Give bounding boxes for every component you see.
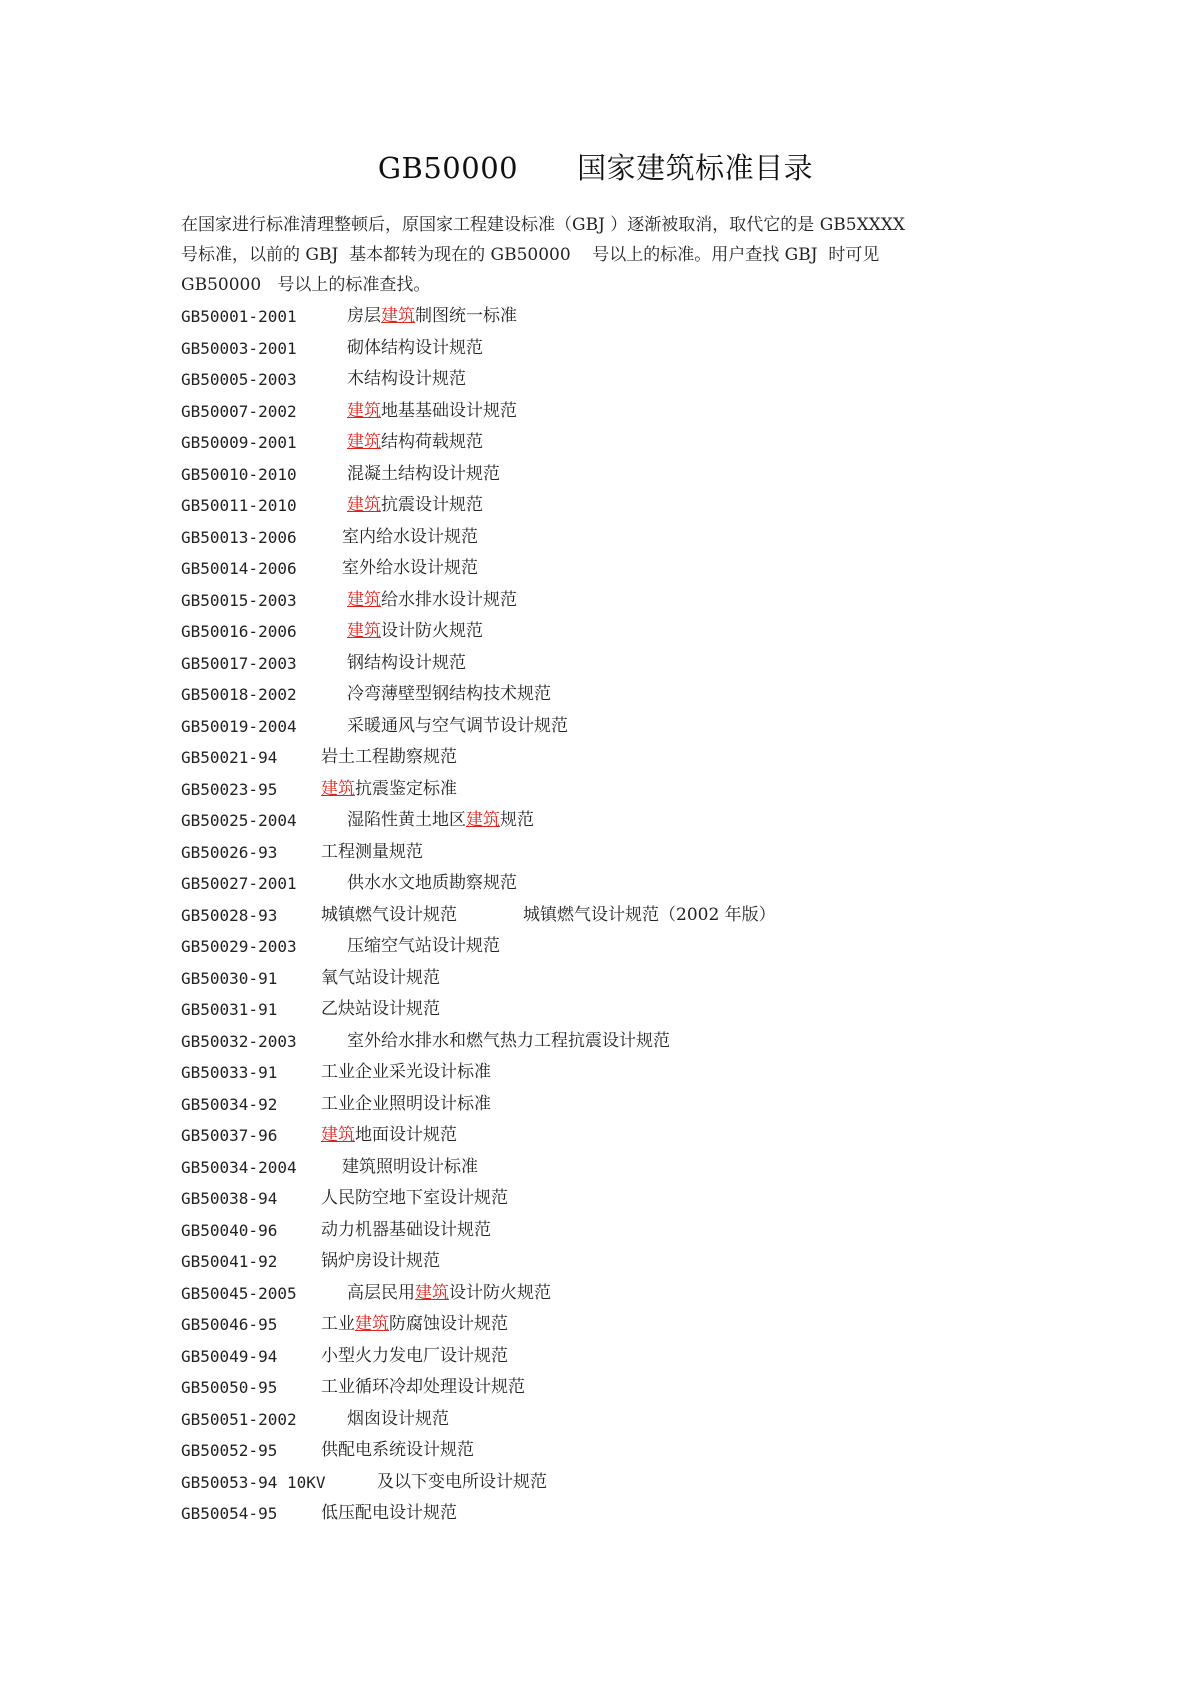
title-text: 钢结构设计规范 <box>347 652 466 673</box>
standard-title <box>347 1026 670 1058</box>
highlighted-term: 建筑 <box>321 1125 355 1145</box>
title-text: 湿陷性黄土地区 <box>347 810 466 830</box>
standard-title <box>347 868 517 900</box>
intro-paragraph: 在国家进行标准清理整顿后，原国家工程建设标准（GBJ ）逐渐被取消，取代它的是 GB5XXXX 号标准，以前的 GBJ 基本都转为现在的 GB50000 号以上的标准。用户查找 GBJ 时可见 GB50000 号以上的标准查找。 <box>181 215 905 295</box>
standard-code: GB50026-93 <box>181 842 278 862</box>
standard-title <box>342 1152 478 1184</box>
list-item <box>181 963 1031 995</box>
title-text: 设计防火规范 <box>381 621 483 641</box>
title-text: 高层民用 <box>347 1282 415 1303</box>
list-item <box>181 522 1031 554</box>
title-text: 防腐蚀设计规范 <box>389 1314 508 1334</box>
standard-code: GB50038-94 <box>181 1189 278 1208</box>
title-text: 乙炔站设计规范 <box>321 999 440 1019</box>
standard-code: GB50034-2004 <box>181 1157 297 1177</box>
list-item <box>181 459 1031 491</box>
standards-list <box>181 301 1031 1530</box>
list-item <box>181 805 1031 837</box>
standard-title <box>347 805 534 837</box>
standard-title <box>321 1309 508 1341</box>
title-text: 规范 <box>500 810 534 830</box>
title-text: 工业循环冷却处理设计规范 <box>321 1377 525 1397</box>
title-text: 结构荷载规范 <box>381 432 483 452</box>
standard-code: GB50046-95 <box>181 1315 278 1334</box>
highlighted-term: 建筑 <box>415 1282 449 1303</box>
list-item <box>181 1152 1031 1184</box>
document-title: GB50000 国家建筑标准目录 <box>377 151 814 185</box>
title-text: 锅炉房设计规范 <box>321 1251 440 1271</box>
list-item <box>181 1278 1031 1310</box>
standard-code: GB50054-95 <box>181 1504 278 1523</box>
standard-code: GB50051-2002 <box>181 1409 297 1429</box>
standard-code: GB50001-2001 <box>181 307 297 326</box>
title-text: 氧气站设计规范 <box>321 967 440 988</box>
list-item <box>181 1341 1031 1373</box>
list-item <box>181 1120 1031 1152</box>
title-text: 地面设计规范 <box>355 1125 457 1145</box>
title-text: 及以下变电所设计规范 <box>377 1471 547 1492</box>
list-item <box>181 1467 1031 1499</box>
highlighted-term: 建筑 <box>347 589 381 610</box>
standard-title <box>321 1057 491 1089</box>
standard-code: GB50052-95 <box>181 1441 278 1460</box>
title-text: 人民防空地下室设计规范 <box>321 1188 508 1208</box>
list-item <box>181 427 1031 459</box>
title-text: 采暖通风与空气调节设计规范 <box>347 715 568 736</box>
standard-title <box>347 490 483 522</box>
title-text: 制图统一标准 <box>415 306 517 326</box>
standard-title <box>321 1435 474 1467</box>
title-text: 压缩空气站设计规范 <box>347 936 500 956</box>
standard-title <box>347 648 466 680</box>
list-item <box>181 1435 1031 1467</box>
standard-code: GB50040-96 <box>181 1220 278 1240</box>
standard-title <box>347 679 551 711</box>
list-item <box>181 333 1031 365</box>
title-text: 供水水文地质勘察规范 <box>347 873 517 893</box>
highlighted-term: 建筑 <box>347 400 381 421</box>
title-text: 砌体结构设计规范 <box>347 337 483 358</box>
standard-code: GB50034-92 <box>181 1094 278 1114</box>
standard-title <box>377 1467 547 1499</box>
standard-title <box>321 1120 457 1152</box>
list-item <box>181 994 1031 1026</box>
title-text: 工业企业照明设计标准 <box>321 1093 491 1114</box>
title-text: 室内给水设计规范 <box>342 526 478 547</box>
list-item <box>181 742 1031 774</box>
list-item <box>181 490 1031 522</box>
title-text: 给水排水设计规范 <box>381 589 517 610</box>
standard-title <box>347 396 517 428</box>
standard-title <box>342 553 478 585</box>
list-item <box>181 396 1031 428</box>
list-item <box>181 900 1031 932</box>
standard-code: GB50023-95 <box>181 779 278 799</box>
standard-title <box>347 1404 449 1436</box>
standard-code: GB50045-2005 <box>181 1283 297 1303</box>
list-item <box>181 1309 1031 1341</box>
standard-code: GB50005-2003 <box>181 370 297 389</box>
standard-code: GB50017-2003 <box>181 653 297 673</box>
title-text: 房层 <box>347 306 381 326</box>
standard-title <box>321 1246 440 1278</box>
title-text: 岩土工程勘察规范 <box>321 747 457 767</box>
standard-title <box>347 931 500 963</box>
list-item <box>181 1026 1031 1058</box>
standard-code: GB50003-2001 <box>181 338 297 358</box>
standard-title <box>342 522 478 554</box>
title-text: 动力机器基础设计规范 <box>321 1219 491 1240</box>
standard-title <box>321 1215 491 1247</box>
highlighted-term: 建筑 <box>321 778 355 799</box>
list-item <box>181 1498 1031 1530</box>
standard-code: GB50009-2001 <box>181 433 297 452</box>
standard-title <box>321 1341 508 1373</box>
standard-title <box>347 616 483 648</box>
standard-code: GB50013-2006 <box>181 527 297 547</box>
list-item <box>181 868 1031 900</box>
highlighted-term: 建筑 <box>381 306 415 326</box>
standard-title <box>347 459 500 491</box>
standard-title <box>347 301 517 333</box>
standard-code: GB50032-2003 <box>181 1031 297 1051</box>
list-item <box>181 711 1031 743</box>
list-item <box>181 837 1031 869</box>
highlighted-term: 建筑 <box>466 810 500 830</box>
standard-title <box>321 994 440 1026</box>
standard-title <box>321 1372 525 1404</box>
list-item <box>181 1246 1031 1278</box>
title-text: 小型火力发电厂设计规范 <box>321 1345 508 1366</box>
standard-code: GB50018-2002 <box>181 685 297 704</box>
title-text: 低压配电设计规范 <box>321 1503 457 1523</box>
list-item <box>181 774 1031 806</box>
list-item <box>181 301 1031 333</box>
standard-title <box>347 364 466 396</box>
list-item <box>181 1089 1031 1121</box>
standard-alt-title: 城镇燃气设计规范（2002 年版） <box>523 904 776 925</box>
title-text: 室外给水排水和燃气热力工程抗震设计规范 <box>347 1030 670 1051</box>
highlighted-term: 建筑 <box>347 495 381 515</box>
title-text: 建筑照明设计标准 <box>342 1156 478 1177</box>
title-text: 室外给水设计规范 <box>342 558 478 578</box>
standard-title <box>347 585 517 617</box>
standard-code: GB50019-2004 <box>181 716 297 736</box>
standard-code: GB50053-94 10KV <box>181 1472 326 1492</box>
title-text: 城镇燃气设计规范 <box>321 904 457 925</box>
list-item <box>181 1372 1031 1404</box>
standard-title <box>321 837 423 869</box>
standard-code: GB50014-2006 <box>181 559 297 578</box>
list-item <box>181 585 1031 617</box>
standard-title <box>321 963 440 995</box>
standard-code: GB50050-95 <box>181 1378 278 1397</box>
title-text: 工业 <box>321 1314 355 1334</box>
list-item <box>181 931 1031 963</box>
standard-code: GB50025-2004 <box>181 811 297 830</box>
standard-code: GB50027-2001 <box>181 874 297 893</box>
title-text: 供配电系统设计规范 <box>321 1440 474 1460</box>
title-text: 工业企业采光设计标准 <box>321 1062 491 1082</box>
standard-code: GB50041-92 <box>181 1252 278 1271</box>
title-text: 冷弯薄壁型钢结构技术规范 <box>347 684 551 704</box>
title-text: 木结构设计规范 <box>347 369 466 389</box>
title-text: 设计防火规范 <box>449 1282 551 1303</box>
title-text: 地基基础设计规范 <box>381 400 517 421</box>
standard-title <box>347 711 568 743</box>
title-text: 抗震设计规范 <box>381 495 483 515</box>
standard-code: GB50021-94 <box>181 748 278 767</box>
standard-code: GB50030-91 <box>181 968 278 988</box>
standard-code: GB50049-94 <box>181 1346 278 1366</box>
list-item <box>181 679 1031 711</box>
title-text: 烟囱设计规范 <box>347 1408 449 1429</box>
highlighted-term: 建筑 <box>347 432 381 452</box>
standard-code: GB50011-2010 <box>181 496 297 515</box>
standard-title <box>347 1278 551 1310</box>
standard-code: GB50031-91 <box>181 1000 278 1019</box>
list-item <box>181 364 1031 396</box>
standard-code: GB50037-96 <box>181 1126 278 1145</box>
standard-title <box>321 900 457 932</box>
standard-code: GB50015-2003 <box>181 590 297 610</box>
standard-title <box>321 742 457 774</box>
list-item <box>181 1057 1031 1089</box>
list-item <box>181 1404 1031 1436</box>
standard-code: GB50010-2010 <box>181 464 297 484</box>
list-item <box>181 1183 1031 1215</box>
title-text: 混凝土结构设计规范 <box>347 463 500 484</box>
standard-code: GB50028-93 <box>181 905 278 925</box>
highlighted-term: 建筑 <box>355 1314 389 1334</box>
title-text: 工程测量规范 <box>321 841 423 862</box>
title-text: 抗震鉴定标准 <box>355 778 457 799</box>
highlighted-term: 建筑 <box>347 621 381 641</box>
standard-title <box>321 1089 491 1121</box>
standard-code: GB50016-2006 <box>181 622 297 641</box>
standard-title <box>321 774 457 806</box>
list-item <box>181 616 1031 648</box>
standard-code: GB50007-2002 <box>181 401 297 421</box>
standard-title <box>321 1498 457 1530</box>
standard-code: GB50033-91 <box>181 1063 278 1082</box>
list-item <box>181 553 1031 585</box>
standard-code: GB50029-2003 <box>181 937 297 956</box>
list-item <box>181 648 1031 680</box>
standard-title <box>347 427 483 459</box>
standard-title <box>347 333 483 365</box>
list-item <box>181 1215 1031 1247</box>
standard-title <box>321 1183 508 1215</box>
